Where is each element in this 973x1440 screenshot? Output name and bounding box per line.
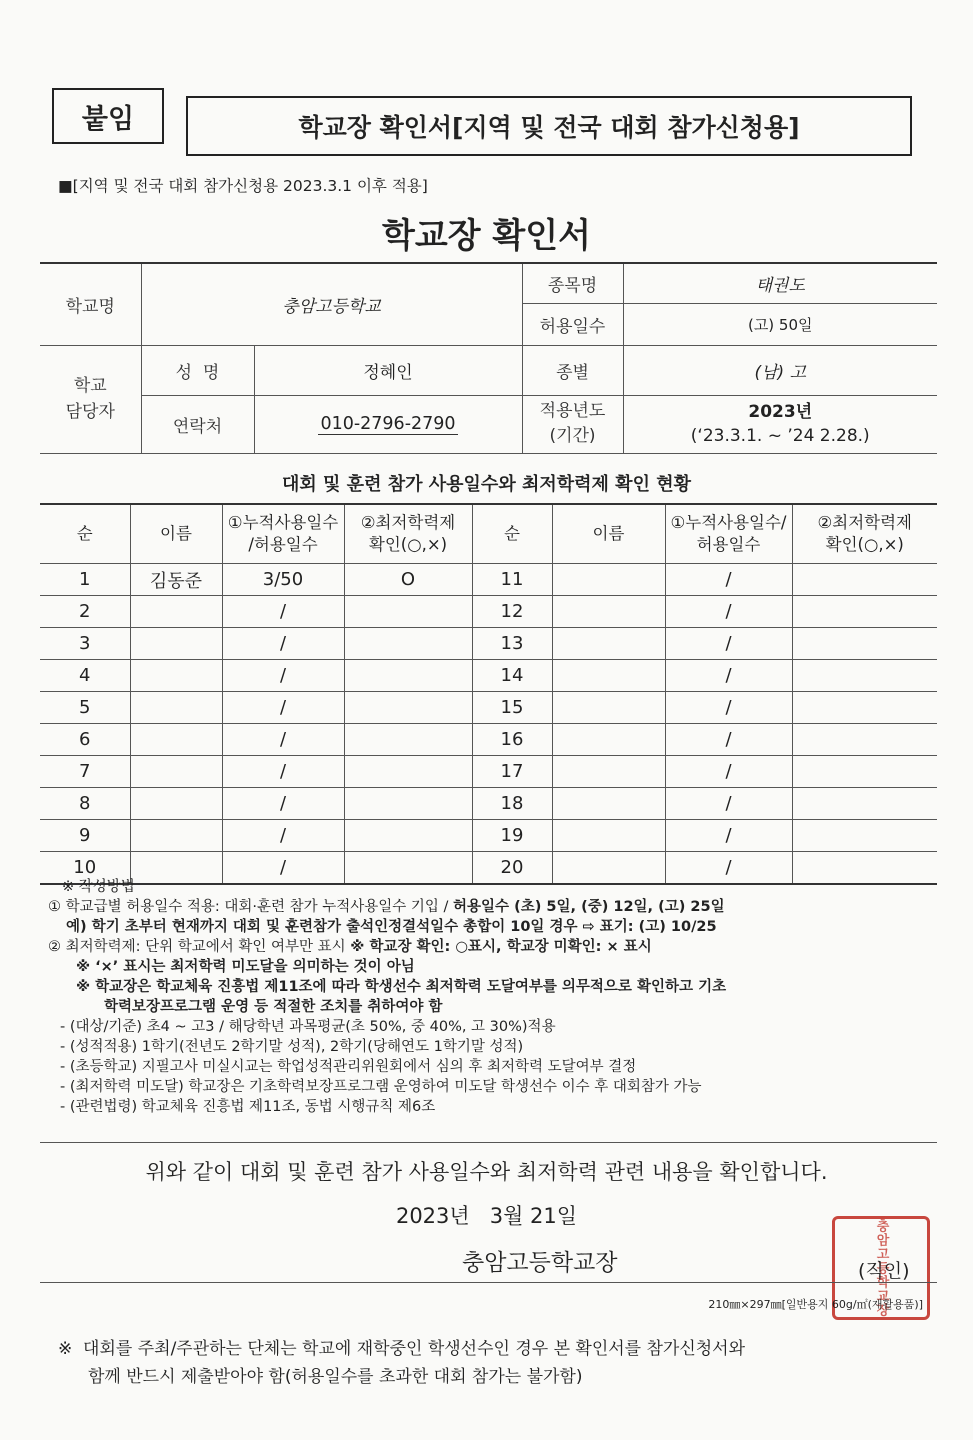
instruction-1-text: ① 학교급별 허용일수 적용: 대회·훈련 참가 누적사용일수 기입 / — [48, 899, 454, 915]
row-days: / — [222, 596, 344, 628]
attachment-tag-label: 붙임 — [81, 103, 135, 135]
row-name — [552, 660, 665, 692]
year-cell — [623, 395, 937, 453]
seal-label: (직인) — [858, 1260, 910, 1282]
row-check — [792, 596, 937, 628]
row-check — [344, 820, 472, 852]
row-no: 11 — [472, 564, 552, 596]
table-row — [40, 596, 937, 628]
confirm-statement: 위와 같이 대회 및 훈련 참가 사용일수와 최저학력 관련 내용을 확인합니다. — [145, 1160, 828, 1184]
instruction-1-example: 예) 학기 초부터 현재까지 대회 및 훈련참가 출석인정결석일수 총합이 10일 경우 ⇨ 표기: (고) 10/25 — [66, 919, 717, 935]
contact-cell — [254, 395, 522, 453]
contact-label: 연락처 — [141, 395, 254, 453]
instruction-2-bold: ※ 학교장 확인: ○표시, 학교장 미확인: × 표시 — [350, 939, 652, 955]
footer-note-2: 함께 반드시 제출받아야 함(허용일수를 초과한 대회 참가는 불가함) — [88, 1367, 583, 1387]
seal-stamp-text: 충암고등학교장 — [873, 1219, 889, 1317]
row-no: 7 — [40, 756, 130, 788]
bottom-divider — [40, 1282, 937, 1283]
col-header-no: 순 — [40, 504, 130, 564]
detail-5: - (관련법령) 학교체육 진흥법 제11조, 동법 시행규칙 제6조 — [60, 1099, 436, 1115]
row-days: / — [222, 628, 344, 660]
row-name — [130, 596, 222, 628]
row-no: 19 — [472, 820, 552, 852]
row-check — [792, 820, 937, 852]
row-check: O — [344, 564, 472, 596]
row-no: 16 — [472, 724, 552, 756]
row-days: 3/50 — [222, 564, 344, 596]
row-name — [130, 692, 222, 724]
table-row — [40, 724, 937, 756]
row-check — [344, 596, 472, 628]
row-check — [344, 788, 472, 820]
footer-note-1: ※ 대회를 주최/주관하는 단체는 학교에 재학중인 학생선수인 경우 본 확인서를 참가신청서와 — [58, 1339, 746, 1359]
allowed-days-value: (고) 50일 — [623, 303, 937, 345]
row-days: / — [665, 788, 792, 820]
year-period: (‘23.3.1. ~ ’24 2.28.) — [690, 426, 870, 446]
principal-name: 충암고등학교장 — [462, 1250, 618, 1276]
row-check — [792, 788, 937, 820]
row-days: / — [222, 660, 344, 692]
instruction-4: ※ 학교장은 학교체육 진흥법 제11조에 따라 학생선수 최저학력 도달여부를 의무적으로 확인하고 기초 — [76, 979, 727, 995]
instruction-1 — [48, 897, 938, 917]
instruction-3: ※ ‘×’ 표시는 최저학력 미도달을 의미하는 것이 아님 — [76, 959, 415, 975]
row-days: / — [665, 660, 792, 692]
row-no: 10 — [40, 852, 130, 885]
table-row — [40, 564, 937, 596]
table-row — [40, 692, 937, 724]
row-no: 9 — [40, 820, 130, 852]
detail-4: - (최저학력 미도달) 학교장은 기초학력보장프로그램 운영하여 미도달 학생선수 이수 후 대회참가 가능 — [60, 1079, 702, 1095]
row-no: 20 — [472, 852, 552, 885]
row-no: 8 — [40, 788, 130, 820]
row-check — [344, 724, 472, 756]
row-name — [130, 660, 222, 692]
row-days: / — [665, 692, 792, 724]
gender-label: 종별 — [522, 345, 623, 395]
row-days: / — [222, 820, 344, 852]
manager-name-value: 정혜인 — [254, 345, 522, 395]
row-name — [552, 628, 665, 660]
instruction-2-text: ② 최저학력제: 단위 학교에서 확인 여부만 표시 — [48, 939, 351, 955]
row-check — [792, 628, 937, 660]
row-no: 13 — [472, 628, 552, 660]
row-check — [344, 756, 472, 788]
col-header-name: 이름 — [552, 504, 665, 564]
contact-value: 010-2796-2790 — [320, 414, 456, 434]
row-check — [344, 692, 472, 724]
row-check — [792, 564, 937, 596]
row-name — [130, 724, 222, 756]
table-row — [40, 660, 937, 692]
instruction-2 — [48, 937, 938, 957]
year-value: 2023년 — [748, 402, 813, 422]
row-days: / — [665, 596, 792, 628]
row-no: 15 — [472, 692, 552, 724]
row-check — [792, 660, 937, 692]
row-days: / — [665, 628, 792, 660]
year-label: 적용년도 (기간) — [522, 395, 623, 453]
name-label: 성 명 — [141, 345, 254, 395]
detail-1: - (대상/기준) 초4 ~ 고3 / 해당학년 과목평균(초 50%, 중 40%, 고 30%)적용 — [60, 1019, 556, 1035]
col-header-check: ②최저학력제 확인(○,×) — [344, 504, 472, 564]
row-name — [130, 788, 222, 820]
col-header-days: ①누적사용일수/ 허용일수 — [665, 504, 792, 564]
row-name — [130, 756, 222, 788]
row-no: 1 — [40, 564, 130, 596]
issue-date: 2023년 3월 21일 — [395, 1204, 578, 1228]
sport-value: 태권도 — [623, 263, 937, 303]
row-name — [552, 820, 665, 852]
school-value: 충암고등학교 — [141, 263, 522, 345]
row-no: 18 — [472, 788, 552, 820]
table-row — [40, 756, 937, 788]
row-name — [552, 692, 665, 724]
detail-2: - (성적적용) 1학기(전년도 2학기말 성적), 2학기(당해연도 1학기말 성적) — [60, 1039, 524, 1055]
instructions-heading: ※ 작성방법 — [62, 879, 135, 895]
row-days: / — [665, 820, 792, 852]
header-title-box — [186, 96, 912, 156]
row-days: / — [665, 724, 792, 756]
row-check — [792, 756, 937, 788]
table-row — [40, 820, 937, 852]
row-no: 6 — [40, 724, 130, 756]
status-title: 대회 및 훈련 참가 사용일수와 최저학력제 확인 현황 — [281, 474, 691, 495]
row-days: / — [222, 756, 344, 788]
col-header-check: ②최저학력제 확인(○,×) — [792, 504, 937, 564]
row-name — [552, 756, 665, 788]
document-title: 학교장 확인서 — [382, 216, 591, 256]
attachment-tag — [52, 88, 164, 144]
col-header-name: 이름 — [130, 504, 222, 564]
paper-spec: 210㎜×297㎜[일반용지 60g/㎡(재활용품)] — [708, 1298, 923, 1311]
row-no: 12 — [472, 596, 552, 628]
row-days: / — [222, 692, 344, 724]
row-name — [552, 564, 665, 596]
row-days: / — [665, 564, 792, 596]
row-check — [344, 660, 472, 692]
school-label: 학교명 — [40, 263, 141, 345]
row-no: 5 — [40, 692, 130, 724]
allowed-days-label: 허용일수 — [522, 303, 623, 345]
info-table — [40, 262, 937, 454]
row-name — [552, 596, 665, 628]
sport-label: 종목명 — [522, 263, 623, 303]
row-no: 2 — [40, 596, 130, 628]
row-days: / — [665, 756, 792, 788]
row-name: 김동준 — [130, 564, 222, 596]
row-name — [130, 628, 222, 660]
row-no: 17 — [472, 756, 552, 788]
col-header-days: ①누적사용일수 /허용일수 — [222, 504, 344, 564]
row-no: 14 — [472, 660, 552, 692]
row-days: / — [665, 852, 792, 885]
row-days: / — [222, 852, 344, 885]
row-check — [792, 692, 937, 724]
col-header-no: 순 — [472, 504, 552, 564]
row-check — [344, 628, 472, 660]
instruction-1-bold: 허용일수 (초) 5일, (중) 12일, (고) 25일 — [453, 899, 725, 915]
row-name — [130, 820, 222, 852]
gender-value: (남) 고 — [623, 345, 937, 395]
table-row — [40, 788, 937, 820]
instructions — [48, 877, 938, 1117]
row-name — [552, 788, 665, 820]
header-title: 학교장 확인서[지역 및 전국 대회 참가신청용] — [298, 113, 800, 142]
instruction-4-cont: 학력보장프로그램 운영 등 적절한 조치를 취하여야 함 — [104, 999, 443, 1015]
row-name — [552, 724, 665, 756]
status-table — [40, 503, 937, 885]
table-row — [40, 628, 937, 660]
row-days: / — [222, 788, 344, 820]
row-check — [792, 724, 937, 756]
row-no: 4 — [40, 660, 130, 692]
row-days: / — [222, 724, 344, 756]
manager-label: 학교 담당자 — [40, 345, 141, 453]
row-no: 3 — [40, 628, 130, 660]
detail-3: - (초등학교) 지필고사 미실시교는 학업성적관리위원회에서 심의 후 최저학력 도달여부 결정 — [60, 1059, 637, 1075]
notes-divider — [40, 1142, 937, 1143]
subheader: ■[지역 및 전국 대회 참가신청용 2023.3.1 이후 적용] — [58, 177, 428, 195]
